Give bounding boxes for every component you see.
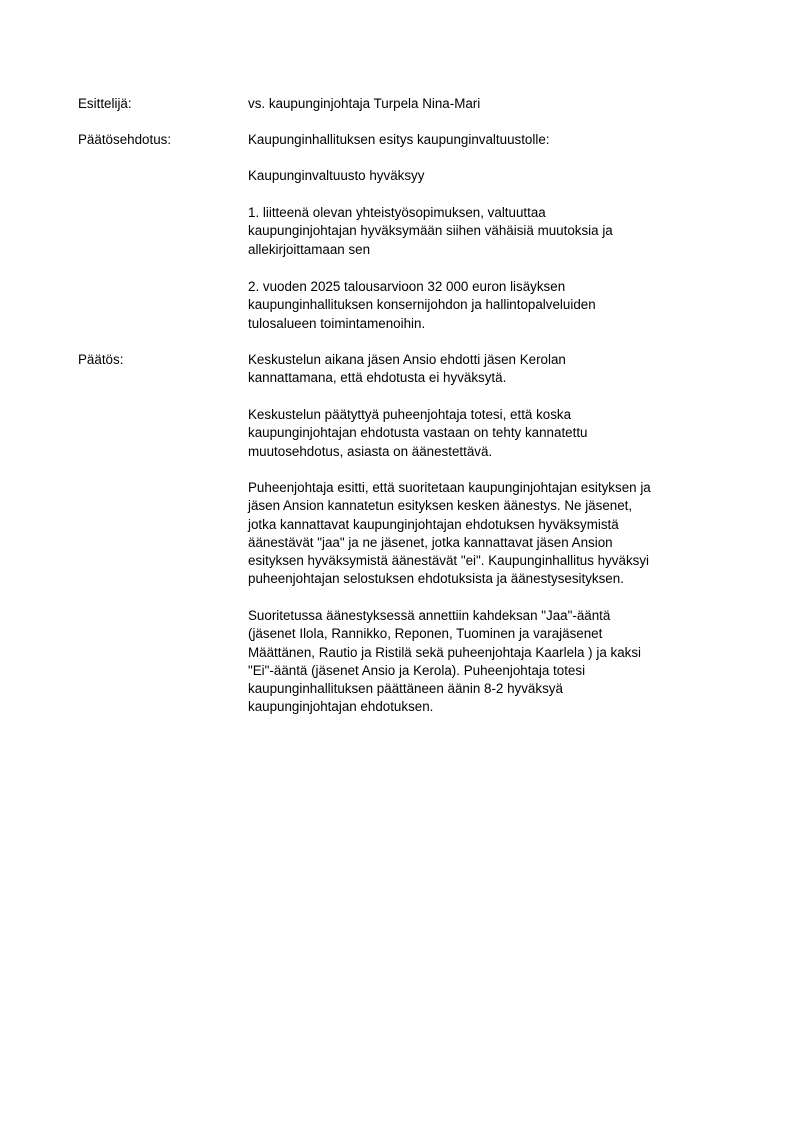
decision-paragraph-3-line: esityksen hyväksymistä äänestävät "ei". Kaupunginhallitus hyväksyi xyxy=(248,553,650,569)
decision-paragraph-1 xyxy=(248,351,566,388)
presenter-value-block xyxy=(248,95,738,113)
decision-paragraph-3-line: jäsen Ansion kannatetun esityksen kesken äänestys. Ne jäsenet, xyxy=(248,498,633,514)
proposal-item-1 xyxy=(248,204,613,259)
decision-paragraph-2-line: kaupunginjohtajan ehdotusta vastaan on tehty kannatettu xyxy=(248,425,588,441)
decision-paragraph-3 xyxy=(248,479,651,589)
proposal-intro-line: Kaupunginhallituksen esitys kaupunginvaltuustolle: xyxy=(248,132,550,147)
proposal-item-1-line: allekirjoittamaan sen xyxy=(248,241,371,257)
decision-paragraph-4-line: Suoritetussa äänestyksessä annettiin kahdeksan "Jaa"-ääntä xyxy=(248,608,611,623)
proposal-item-2 xyxy=(248,278,596,333)
decision-paragraph-3-line: äänestävät "jaa" ja ne jäsenet, jotka kannattavat jäsen Ansion xyxy=(248,534,613,550)
decision-paragraph-3-line: jotka kannattavat kaupunginjohtajan ehdotuksen hyväksymistä xyxy=(248,516,619,532)
proposal-approve-line: Kaupunginvaltuusto hyväksyy xyxy=(248,168,425,183)
decision-paragraph-2 xyxy=(248,406,588,461)
decision-paragraph-4-line: kaupunginhallituksen päättäneen äänin 8-2 hyväksyä xyxy=(248,681,563,697)
decision-paragraph-4 xyxy=(248,607,641,717)
decision-paragraph-3-line: Puheenjohtaja esitti, että suoritetaan kaupunginjohtajan esityksen ja xyxy=(248,480,651,495)
proposal-item-2-line: 2. vuoden 2025 talousarvioon 32 000 euron lisäyksen xyxy=(248,279,566,294)
decision-label: Päätös: xyxy=(78,352,124,367)
proposal-item-1-line: kaupunginjohtajan hyväksymään siihen vähäisiä muutoksia ja xyxy=(248,223,613,239)
decision-paragraph-4-line: "Ei"-ääntä (jäsenet Ansio ja Kerola). Puheenjohtaja totesi xyxy=(248,662,586,678)
decision-paragraph-4-line: kaupunginjohtajan ehdotuksen. xyxy=(248,699,434,715)
proposal-item-2-line: tulosalueen toimintamenoihin. xyxy=(248,315,426,331)
proposal-approve xyxy=(248,167,424,185)
decision-paragraph-4-line: Määttänen, Rautio ja Ristilä sekä puheenjohtaja Kaarlela ) ja kaksi xyxy=(248,644,642,660)
decision-paragraph-1-line: Keskustelun aikana jäsen Ansio ehdotti jäsen Kerolan xyxy=(248,352,566,367)
decision-paragraph-2-line: muutosehdotus, asiasta on äänestettävä. xyxy=(248,443,493,459)
decision-paragraph-4-line: (jäsenet Ilola, Rannikko, Reponen, Tuominen ja varajäsenet xyxy=(248,626,603,642)
presenter-label: Esittelijä: xyxy=(78,96,132,111)
decision-paragraph-2-line: Keskustelun päätyttyä puheenjohtaja totesi, että koska xyxy=(248,407,572,422)
presenter-value: vs. kaupunginjohtaja Turpela Nina-Mari xyxy=(248,96,481,111)
proposal-item-2-line: kaupunginhallituksen konsernijohdon ja hallintopalveluiden xyxy=(248,297,596,313)
decision-paragraph-1-line: kannattamana, että ehdotusta ei hyväksytä. xyxy=(248,370,507,386)
proposal-intro xyxy=(248,131,550,149)
proposal-item-1-line: 1. liitteenä olevan yhteistyösopimuksen, valtuuttaa xyxy=(248,205,546,220)
decision-paragraph-3-line: puheenjohtajan selostuksen ehdotuksista ja äänestysesityksen. xyxy=(248,571,624,587)
proposal-label: Päätösehdotus: xyxy=(78,132,172,147)
